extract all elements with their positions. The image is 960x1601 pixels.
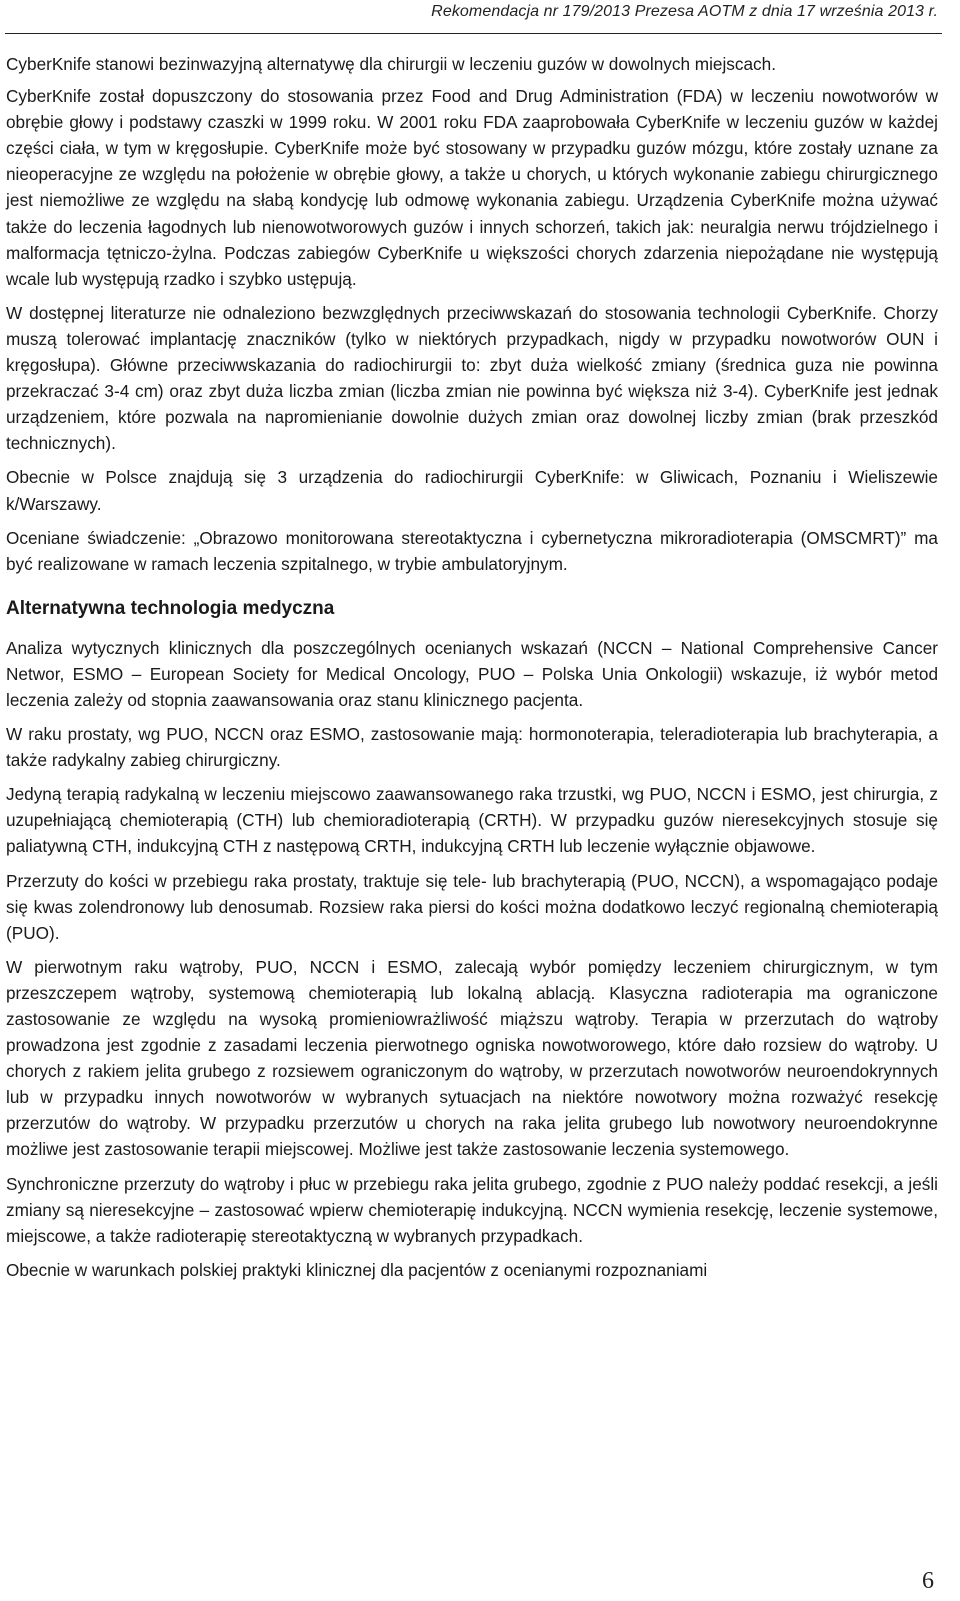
paragraph-cyberknife-fda: CyberKnife został dopuszczony do stosowania przez Food and Drug Administration (FDA) w leczeniu nowotworów w obrębie głowy i podstawy czaszki w 1999 roku. W 2001 roku FDA zaaprobowała CyberKnife w leczeniu guzów w każdej części ciała, w tym w kręgosłupie. CyberKnife może być stosowany w przypadku guzów mózgu, które zostały uznane za nieoperacyjne ze względu na położenie w obrębie głowy, a także u chorych, u których wykonanie zabiegu chirurgicznego jest niemożliwe ze względu na słabą kondycję lub odmowę wykonania zabiegu. Urządzenia CyberKnife można używać także do leczenia łagodnych lub nienowotworowych guzów i innych schorzeń, takich jak: neuralgia nerwu trójdzielnego i malformacja tętniczo-żylna. Podczas zabiegów CyberKnife u większości chorych zdarzenia niepożądane nie występują wcale lub występują rzadko i szybko ustępują. <box>6 86 938 289</box>
paragraph-polish-practice: Obecnie w warunkach polskiej praktyki klinicznej dla pacjentów z ocenianymi rozpoznaniami <box>6 1259 708 1280</box>
paragraph-pancreas: Jedyną terapią radykalną w leczeniu miejscowo zaawansowanego raka trzustki, wg PUO, NCCN i ESMO, jest chirurgia, z uzupełniającą chemioterapią (CTH) lub chemioradioterapią (CRTH). W przypadku guzów nieresekcyjnych stosuje się paliatywną CTH, indukcyjną CTH z następową CRTH, indukcyjną CRTH lub leczenie wyłącznie objawowe. <box>6 784 938 857</box>
paragraph-liver: W pierwotnym raku wątroby, PUO, NCCN i ESMO, zalecają wybór pomiędzy leczeniem chirurgicznym, w tym przeszczepem wątroby, systemową chemioterapią lub lokalną ablacją. Klasyczna radioterapia ma ograniczone zastosowanie ze względu na wysoką promieniowrażliwość miąższu wątroby. Terapia w przerzutach do wątroby prowadzona jest zgodnie z zasadami leczenia pierwotnego ogniska nowotworowego, które dało rozsiew do wątroby. U chorych z rakiem jelita grubego z rozsiewem ograniczonym do wątroby, w przerzutach nowotworów neuroendokrynnych lub w przypadku innych nowotworów w wybranych sytuacjach na niektóre nowotwory można rozważyć resekcję przerzutów do wątroby. W przypadku przerzutów u chorych na raka jelita grubego lub nowotwory neuroendokrynne możliwe jest zastosowanie terapii miejscowej. Możliwe jest także zastosowanie leczenia systemowego. <box>6 956 938 1160</box>
document-header: Rekomendacja nr 179/2013 Prezesa AOTM z dnia 17 września 2013 r. <box>431 3 938 20</box>
paragraph-contraindications: W dostępnej literaturze nie odnaleziono bezwzględnych przeciwwskazań do stosowania technologii CyberKnife. Chorzy muszą tolerować implantację znaczników (tylko w niektórych przypadkach, nigdy w przypadku nowotworów OUN i kręgosłupa). Główne przeciwwskazania do radiochirurgii to: zbyt duża wielkość zmiany (średnica guza nie powinna przekraczać 3-4 cm) oraz zbyt duża liczba zmian (liczba zmian nie powinna być większa niż 3-4). CyberKnife jest jednak urządzeniem, które pozwala na napromienianie dowolnie dużych zmian oraz dowolnej liczby zmian (brak przeszkód technicznych). <box>6 302 938 454</box>
page-number: 6 <box>922 1568 934 1594</box>
paragraph-bone-metastases: Przerzuty do kości w przebiegu raka prostaty, traktuje się tele- lub brachyterapią (PUO, NCCN), a wspomagająco podaje się kwas zolendronowy lub denosumab. Rozsiew raka piersi do kości można dodatkowo leczyć regionalną chemioterapią (PUO). <box>6 870 938 943</box>
header-divider <box>5 33 942 34</box>
paragraph-assessed-service: Oceniane świadczenie: „Obrazowo monitorowana stereotaktyczna i cybernetyczna mikroradioterapia (OMSCMRT)” ma być realizowane w ramach leczenia szpitalnego, w trybie ambulatoryjnym. <box>6 527 938 574</box>
paragraph-synchronous-metastases: Synchroniczne przerzuty do wątroby i płuc w przebiegu raka jelita grubego, zgodnie z PUO należy poddać resekcji, a jeśli zmiany są nieresekcyjne – zastosować wpierw chemioterapię indukcyjną. NCCN wymienia resekcję, leczenie systemowe, miejscowe, a także radioterapię stereotaktyczną w wybranych przypadkach. <box>6 1173 938 1246</box>
paragraph-guidelines: Analiza wytycznych klinicznych dla poszczególnych ocenianych wskazań (NCCN – National Comprehensive Cancer Networ, ESMO – European Society for Medical Oncology, PUO – Polska Unia Onkologii) wskazuje, iż wybór metod leczenia zależy od stopnia zaawansowania oraz stanu klinicznego pacjenta. <box>6 637 938 710</box>
paragraph-poland-devices: Obecnie w Polsce znajdują się 3 urządzenia do radiochirurgii CyberKnife: w Gliwicach, Poznaniu i Wieliszewie k/Warszawy. <box>6 467 938 514</box>
paragraph-cyberknife-intro: CyberKnife stanowi bezinwazyjną alternatywę dla chirurgii w leczeniu guzów w dowolnych miejscach. <box>6 54 776 74</box>
document-body <box>6 51 938 1291</box>
section-heading: Alternatywna technologia medyczna <box>6 597 335 619</box>
paragraph-prostate: W raku prostaty, wg PUO, NCCN oraz ESMO, zastosowanie mają: hormonoterapia, teleradioterapia lub brachyterapia, a także radykalny zabieg chirurgiczny. <box>6 724 938 771</box>
